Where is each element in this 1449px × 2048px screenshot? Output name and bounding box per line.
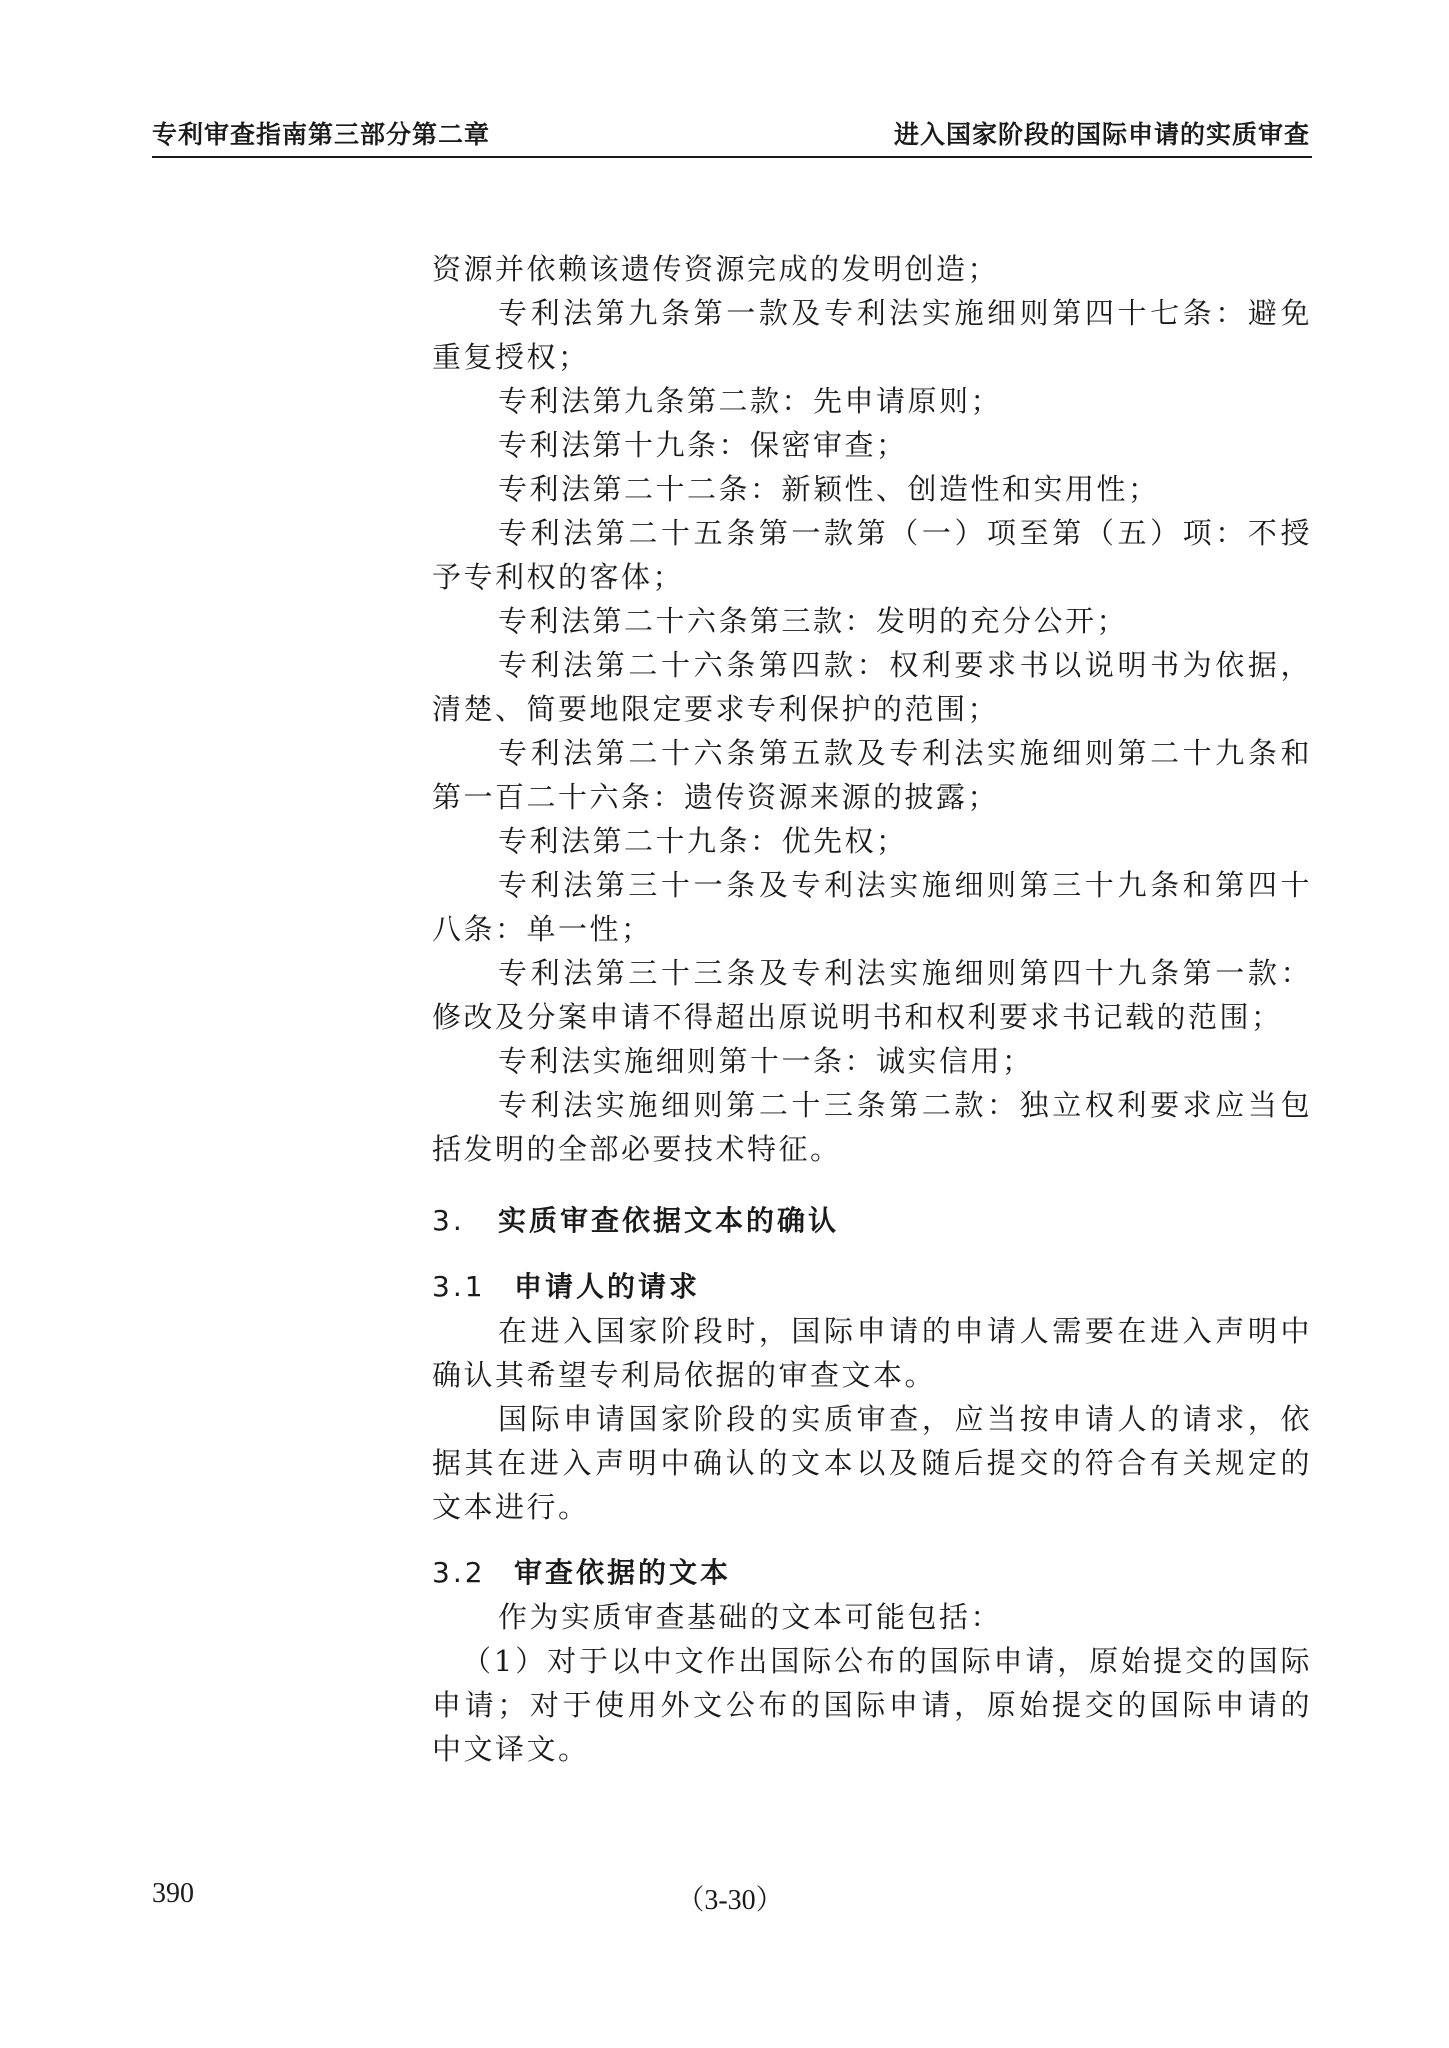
body-paragraph: 专利法第二十六条第三款：发明的充分公开；	[498, 604, 1129, 638]
page-header	[152, 118, 1312, 158]
body-paragraph: 专利法第二十九条：优先权；	[498, 824, 908, 858]
section-number: 3.	[432, 1204, 465, 1237]
body-paragraph: 在进入国家阶段时，国际申请的申请人需要在进入声明中确认其希望专利局依据的审查文本。	[432, 1314, 1312, 1392]
list-item: （1）对于以中文作出国际公布的国际申请，原始提交的国际申请；对于使用外文公布的国际申请，原始提交的国际申请的中文译文。	[432, 1644, 1312, 1766]
subsection-heading	[432, 1551, 1312, 1595]
body-paragraph: 专利法第十九条：保密审查；	[498, 428, 908, 462]
header-section-title: 进入国家阶段的国际申请的实质审查	[893, 120, 1310, 149]
body-paragraph: 专利法实施细则第二十三条第二款：独立权利要求应当包括发明的全部必要技术特征。	[432, 1088, 1312, 1166]
body-paragraph: 专利法第三十三条及专利法实施细则第四十九条第一款：修改及分案申请不得超出原说明书和权利要求书记载的范围；	[432, 956, 1312, 1034]
body-paragraph: 专利法第二十二条：新颖性、创造性和实用性；	[498, 472, 1160, 506]
subsection-title: 审查依据的文本	[514, 1556, 732, 1589]
subsection-number: 3.2	[432, 1556, 486, 1589]
body-paragraph: 专利法第二十六条第四款：权利要求书以说明书为依据，清楚、简要地限定要求专利保护的范围；	[432, 648, 1312, 726]
page-body	[432, 247, 1312, 1771]
header-chapter-title: 专利审查指南第三部分第二章	[152, 120, 491, 149]
body-paragraph: 专利法第三十一条及专利法实施细则第三十九条和第四十八条：单一性；	[432, 868, 1312, 946]
body-paragraph: 专利法第二十六条第五款及专利法实施细则第二十九条和第一百二十六条：遗传资源来源的披露；	[432, 736, 1312, 814]
page-number: 390	[152, 1878, 194, 1909]
section-title: 实质审查依据文本的确认	[498, 1204, 840, 1237]
body-paragraph: 作为实质审查基础的文本可能包括：	[498, 1600, 1003, 1634]
body-paragraph: 专利法第九条第二款：先申请原则；	[498, 384, 1003, 418]
body-paragraph: 国际申请国家阶段的实质审查，应当按申请人的请求，依据其在进入声明中确认的文本以及随后提交的符合有关规定的文本进行。	[432, 1402, 1312, 1524]
body-paragraph: 专利法实施细则第十一条：诚实信用；	[498, 1044, 1034, 1078]
section-heading	[432, 1199, 1312, 1243]
subsection-heading	[432, 1265, 1312, 1309]
body-paragraph: 专利法第九条第一款及专利法实施细则第四十七条：避免重复授权；	[432, 296, 1312, 374]
subsection-number: 3.1	[432, 1270, 486, 1303]
subsection-title: 申请人的请求	[514, 1270, 701, 1303]
page-reference: （3-30）	[676, 1885, 784, 1916]
body-paragraph: 资源并依赖该遗传资源完成的发明创造；	[432, 252, 1000, 286]
body-paragraph: 专利法第二十五条第一款第（一）项至第（五）项：不授予专利权的客体；	[432, 516, 1312, 594]
